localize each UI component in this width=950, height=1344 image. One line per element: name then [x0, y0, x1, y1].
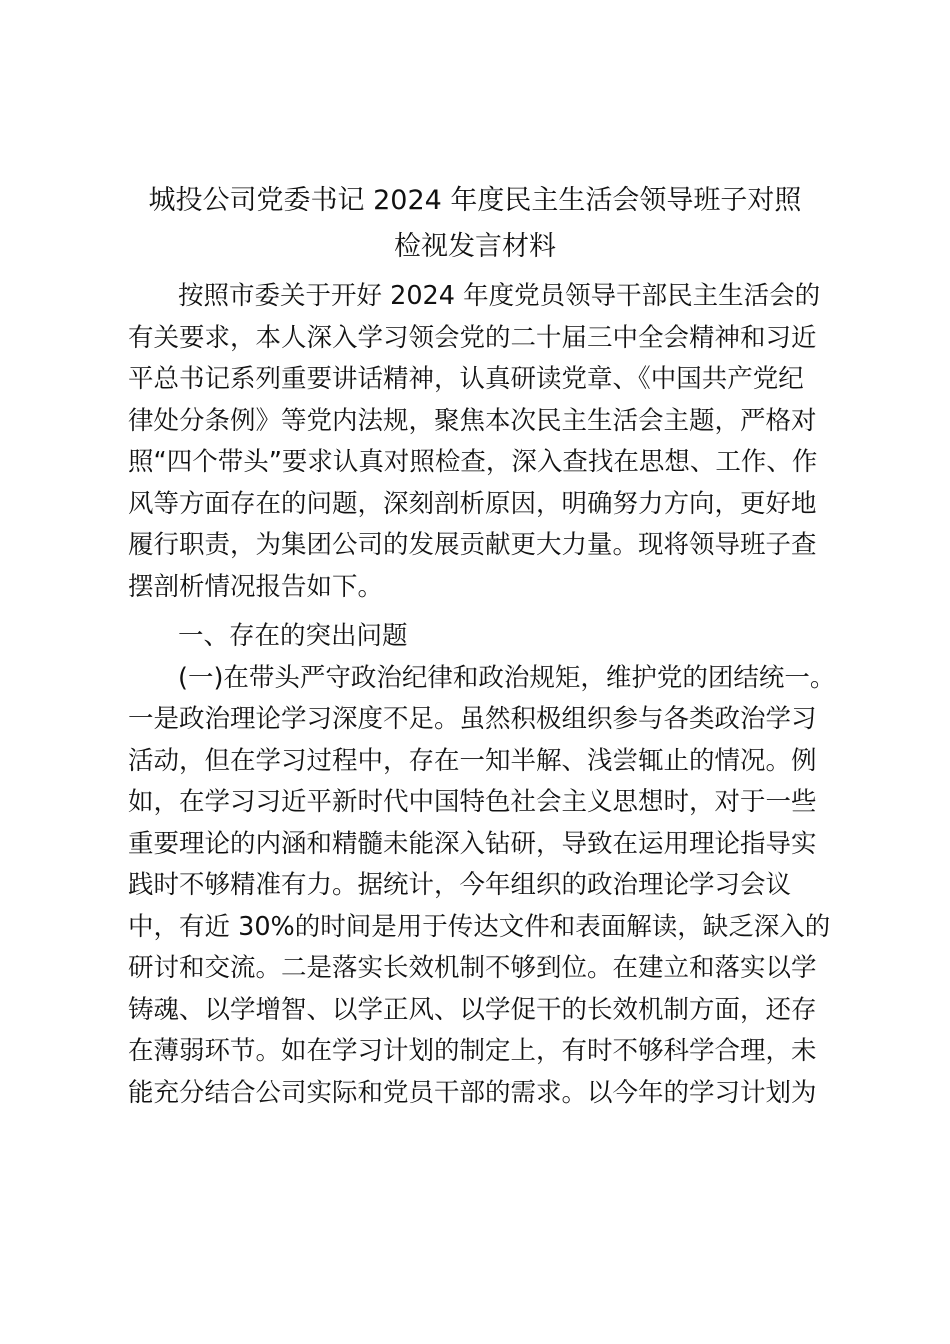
intro-line: 律处分条例》等党内法规，聚焦本次民主生活会主题，严格对	[128, 405, 817, 436]
section-line: 在薄弱环节。如在学习计划的制定上，有时不够科学合理，未	[128, 1036, 817, 1066]
intro-line: 平总书记系列重要讲话精神，认真研读党章、《中国共产党纪	[128, 364, 804, 394]
intro-line: 有关要求，本人深入学习领会党的二十届三中全会精神和习近	[128, 322, 817, 353]
section-line: 能充分结合公司实际和党员干部的需求。以今年的学习计划为	[128, 1077, 817, 1108]
section-line: 研讨和交流。二是落实长效机制不够到位。在建立和落实以学	[128, 953, 817, 983]
intro-line: 照“四个带头”要求认真对照检查，深入查找在思想、工作、作	[128, 447, 818, 477]
document-title	[120, 178, 830, 270]
section-line: 一是政治理论学习深度不足。虽然积极组织参与各类政治学习	[128, 704, 817, 734]
title-line: 检视发言材料	[394, 231, 556, 262]
section-line: 重要理论的内涵和精髓未能深入钻研，导致在运用理论指导实	[128, 828, 817, 859]
intro-line: 风等方面存在的问题，深刻剖析原因，明确努力方向，更好地	[128, 488, 817, 519]
section-line: 中，有近 30%的时间是用于传达文件和表面解读，缺乏深入的	[128, 911, 831, 942]
section-line: (一)在带头严守政治纪律和政治规矩，维护党的团结统一。	[178, 662, 836, 693]
title-line: 城投公司党委书记 2024 年度民主生活会领导班子对照	[148, 185, 802, 216]
document-body	[128, 276, 836, 1114]
section-line: 践时不够精准有力。据统计，今年组织的政治理论学习会议	[128, 870, 792, 900]
intro-line: 摆剖析情况报告如下。	[128, 571, 384, 602]
intro-line: 按照市委关于开好 2024 年度党员领导干部民主生活会的	[178, 281, 821, 311]
intro-line: 履行职责，为集团公司的发展贡献更大力量。现将领导班子查	[128, 530, 817, 560]
section-line: 铸魂、以学增智、以学正风、以学促干的长效机制方面，还存	[128, 994, 817, 1025]
section-line: 活动，但在学习过程中，存在一知半解、浅尝辄止的情况。例	[128, 745, 817, 776]
section-line: 如，在学习习近平新时代中国特色社会主义思想时，对于一些	[128, 787, 817, 817]
section-heading: 一、存在的突出问题	[178, 621, 408, 651]
